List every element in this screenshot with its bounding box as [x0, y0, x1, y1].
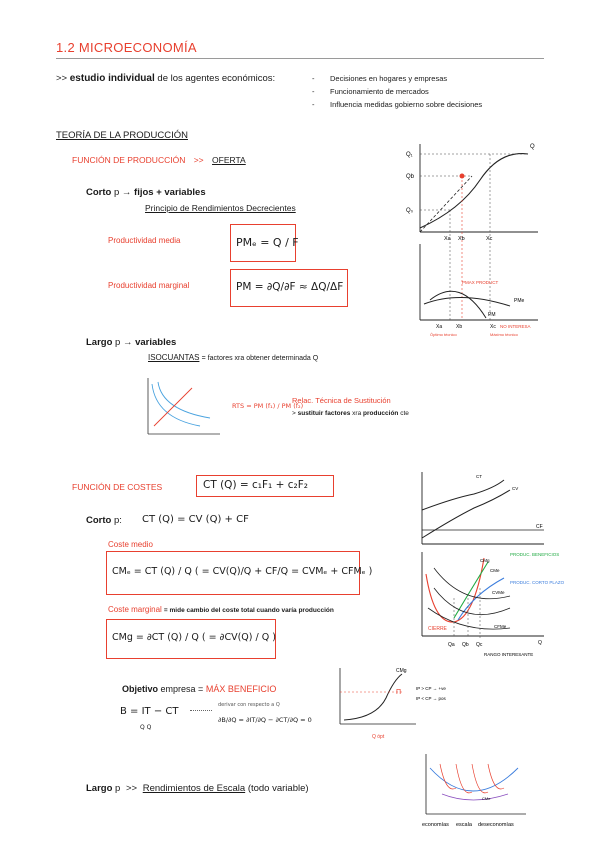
production-func-target: OFERTA	[212, 155, 246, 165]
prod-graph-pmax: PMAX PRODUCT	[462, 280, 499, 285]
principle-text: Principio de Rendimientos Decrecientes	[145, 203, 296, 213]
mean-cost-formula: CMₑ = CT (Q) / Q ( = CV(Q)/Q + CF/Q = CVMₑ + CFMₑ )	[112, 566, 373, 577]
intro-line	[56, 73, 275, 84]
prod-graph-qb: Qb	[406, 174, 415, 180]
objective-line	[122, 684, 276, 694]
objective-target: MÁX BENEFICIO	[205, 684, 277, 694]
page-title: 1.2 MICROECONOMÍA	[56, 40, 197, 55]
costs-short-p: p:	[113, 515, 122, 526]
rts-desc	[292, 410, 409, 417]
intro-bullet-2: - Funcionamiento de mercados	[312, 87, 482, 96]
prod-graph-maximo: Máximo técnico	[490, 332, 518, 337]
scale-graph-cme: CMe	[482, 796, 491, 801]
costs-long-line	[86, 783, 309, 794]
intro-bold: estudio individual	[69, 73, 155, 84]
marginal-cost-desc: = mide cambio del coste total cuando varía producción	[163, 607, 334, 614]
pm-media-label: Productividad media	[108, 236, 181, 245]
deriv-formula: ∂B/∂Q = ∂IT/∂Q − ∂CT/∂Q = 0	[218, 716, 312, 724]
header-rule	[56, 58, 544, 59]
prod-graph-xa: Xa	[444, 236, 451, 242]
short-run-label: Corto	[86, 187, 112, 198]
pm-marginal-formula: PM = ∂Q/∂F ≈ ΔQ/ΔF	[236, 281, 344, 293]
production-func-arrow: >>	[193, 155, 204, 165]
pm-media-formula: PMₑ = Q / F	[236, 236, 299, 249]
rts-formula: RTS = PM (f₁) / PM (f₂)	[232, 402, 304, 410]
short-run-line	[86, 187, 206, 198]
cost-graph-ct: CT	[476, 474, 482, 479]
prod-graph-q0: Q₀	[406, 208, 414, 214]
cost-graph	[414, 468, 565, 668]
marginal-cost-line	[108, 605, 334, 614]
prod-graph-bxc: Xc	[490, 324, 496, 330]
costs-short-label: Corto	[86, 515, 112, 526]
intro-bullets	[312, 74, 482, 113]
isoquants-label: ISOCUANTAS	[148, 353, 200, 362]
pm-media-box	[230, 224, 299, 262]
pm-marginal-label: Productividad marginal	[108, 281, 190, 290]
short-run-p: p	[113, 187, 120, 198]
prod-graph-q1: Q₁	[406, 152, 413, 158]
production-heading: TEORÍA DE LA PRODUCCIÓN	[56, 130, 188, 141]
prod-graph-pm: PM	[488, 312, 496, 318]
rts-title: Relac. Técnica de Sustitución	[292, 396, 391, 405]
cost-graph-q: Q	[538, 640, 542, 646]
scale-graph	[422, 754, 532, 834]
rts-desc-prefix: >	[292, 410, 298, 417]
rts-desc-bold: sustituir factores	[297, 410, 351, 417]
arrow-icon: →	[122, 337, 136, 348]
benefit-sub: Q Q	[140, 724, 152, 731]
prod-graph-xc: Xc	[486, 236, 493, 242]
cost-graph-produc-benef: PRODUC. BENEFICIOS	[510, 552, 560, 557]
profit-graph	[336, 668, 456, 744]
arrow-icon: →	[121, 187, 135, 198]
intro-prefix: >>	[56, 73, 68, 84]
rts-desc-end: cte	[398, 410, 409, 417]
costs-func-label: FUNCIÓN DE COSTES	[72, 482, 163, 492]
prod-graph-nointeresa: NO INTERESA	[500, 324, 531, 329]
intro-rest: de los agentes económicos:	[157, 73, 276, 84]
deriv-dots	[190, 710, 212, 711]
prod-graph-bxa: Xa	[436, 324, 443, 330]
pm-marginal-box	[230, 269, 348, 307]
costs-short-formula: CT (Q) = CV (Q) + CF	[142, 514, 249, 525]
prod-graph-corner: Q	[530, 144, 535, 150]
production-graph	[406, 140, 540, 340]
isoquants-line	[148, 353, 318, 362]
costs-long-p: p	[115, 783, 121, 794]
cost-graph-cfme: CFMe	[494, 624, 507, 629]
production-func-label: FUNCIÓN DE PRODUCCIÓN	[72, 155, 186, 165]
prod-graph-pme: PMe	[514, 298, 525, 304]
costs-short-line	[86, 515, 122, 526]
cost-graph-cf: CF	[536, 524, 543, 530]
intro-bullet-1: - Decisiones en hogares y empresas	[312, 74, 482, 83]
costs-long-arrow: >>	[125, 783, 138, 794]
costs-long-note: (todo variable)	[247, 783, 309, 794]
marginal-cost-label: Coste marginal	[108, 605, 162, 614]
scale-graph-escala: escala	[456, 822, 472, 828]
rts-desc-mid: xra	[350, 410, 364, 417]
objective-mid: empresa =	[160, 684, 204, 694]
long-run-line	[86, 337, 176, 348]
prod-graph-bxb: Xb	[456, 324, 463, 330]
benefit-formula: B = IT − CT	[120, 706, 179, 717]
cost-graph-produc-corto: PRODUC. CORTO PLAZO	[510, 580, 565, 585]
cost-graph-cmg: CMg	[480, 558, 490, 563]
marginal-cost-formula: CMg = ∂CT (Q) / Q ( = ∂CV(Q) / Q )	[112, 632, 276, 643]
scale-graph-econ: economías	[422, 822, 449, 828]
profit-graph-rule1: IP > CP → +ve	[416, 686, 446, 691]
profit-graph-pi: Π	[396, 689, 402, 696]
isoquant-graph	[140, 378, 220, 438]
cost-graph-rango: RANGO INTERESANTE	[484, 652, 534, 657]
long-run-desc: variables	[135, 337, 177, 348]
costs-func-formula: CT (Q) = c₁F₁ + c₂F₂	[203, 479, 308, 491]
profit-graph-axis: Q ópt	[372, 734, 385, 740]
isoquants-desc: = factores xra obtener determinada Q	[201, 355, 319, 362]
cost-graph-cme: CMe	[490, 568, 500, 573]
intro-bullet-3: - Influencia medidas gobierno sobre decisiones	[312, 100, 482, 109]
costs-func-box	[196, 475, 334, 497]
scale-graph-deseco: deseconomías	[478, 822, 514, 828]
objective-label: Objetivo	[122, 684, 159, 694]
long-run-label: Largo	[86, 337, 113, 348]
cost-graph-cv: CV	[512, 486, 519, 491]
cost-graph-qb: Qb	[462, 642, 469, 648]
profit-graph-cmg: CMg	[396, 668, 407, 674]
long-run-p: p	[115, 337, 121, 348]
marginal-cost-box	[106, 619, 276, 659]
mean-cost-label: Coste medio	[108, 540, 153, 549]
cost-graph-cierre: CIERRE	[428, 626, 447, 632]
costs-long-desc: Rendimientos de Escala	[142, 783, 246, 794]
rts-desc-bold2: producción	[363, 410, 399, 417]
profit-graph-rule2: IP < CP → pos	[416, 696, 446, 701]
prod-graph-xb: Xb	[458, 236, 465, 242]
deriv-note: derivar con respecto a Q	[218, 702, 280, 708]
cost-graph-qc: Qc	[476, 642, 483, 648]
prod-graph-optimo: Óptimo técnico	[430, 332, 457, 337]
cost-graph-cvme: CVMe	[492, 590, 505, 595]
costs-long-label: Largo	[86, 783, 113, 794]
short-run-desc: fijos + variables	[134, 187, 206, 198]
cost-graph-qa: Qa	[448, 642, 455, 648]
mean-cost-box	[106, 551, 373, 595]
production-func-line	[72, 155, 246, 165]
